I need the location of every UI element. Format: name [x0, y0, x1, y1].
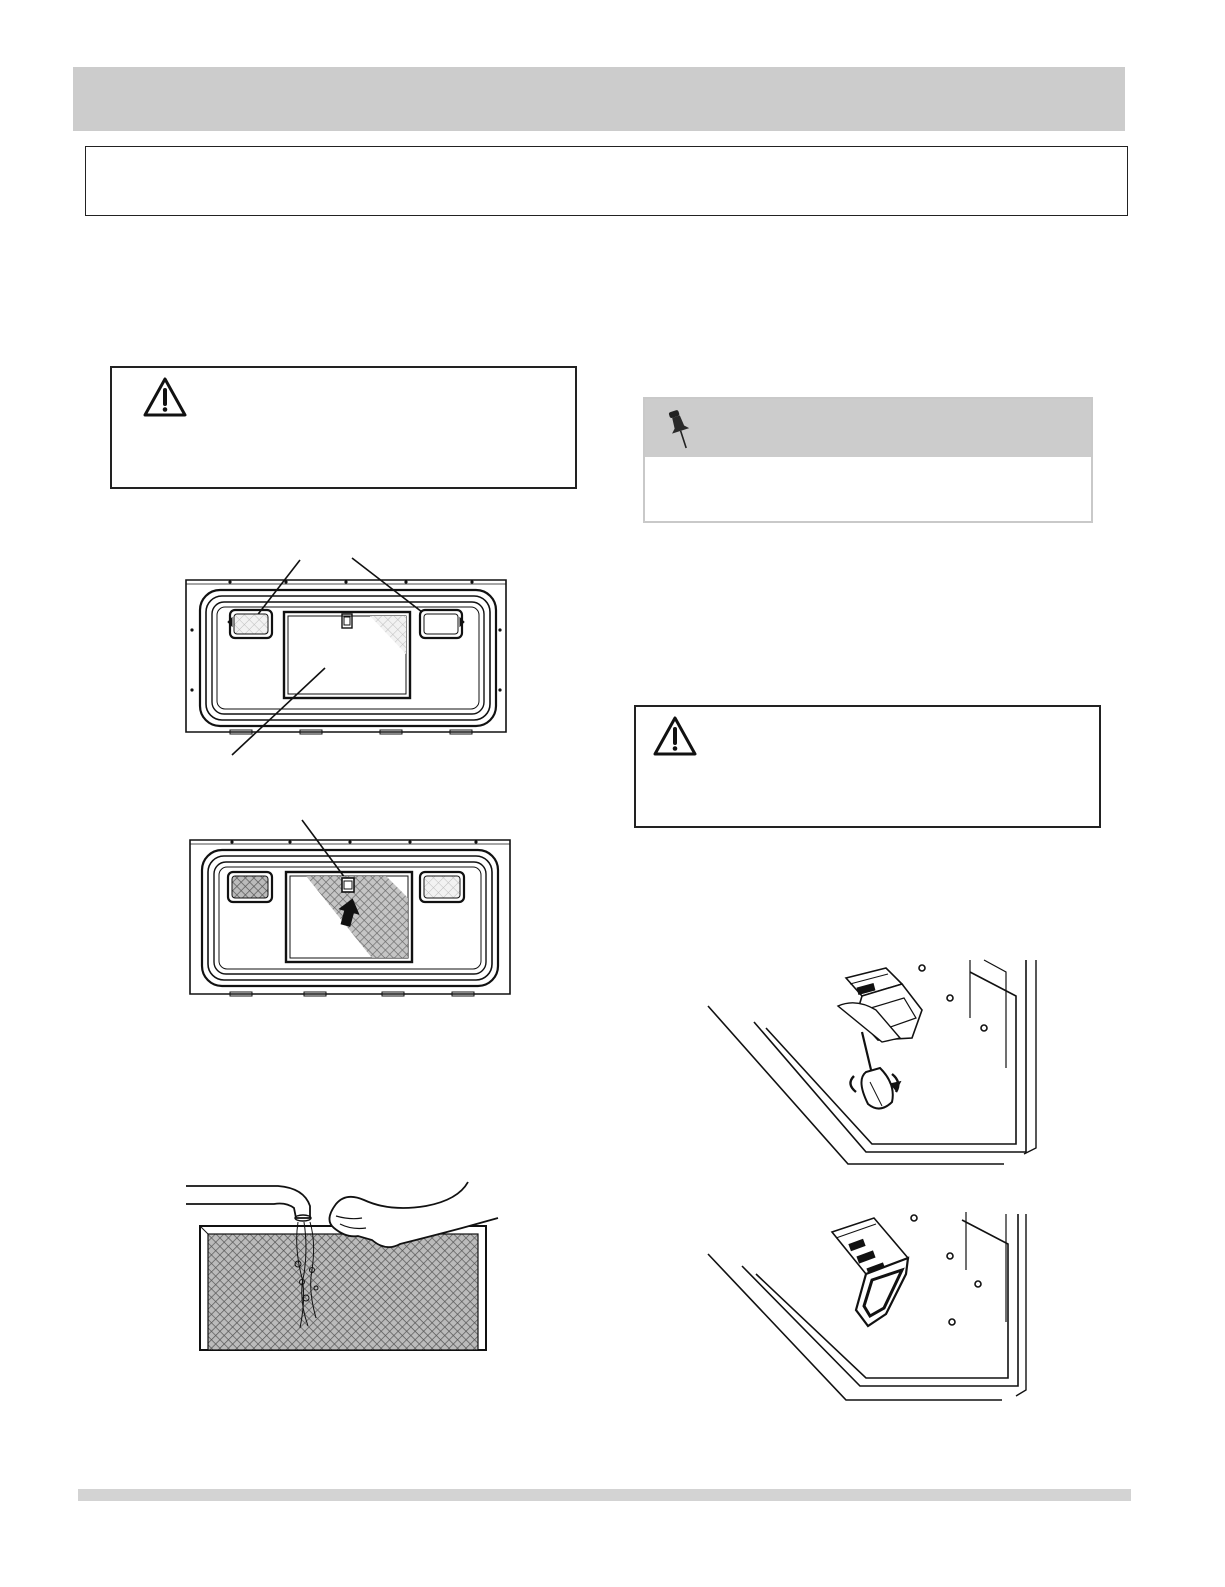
header-band	[73, 67, 1125, 131]
grease-filter-panel-figure	[180, 550, 520, 760]
warning-triangle-icon	[142, 376, 188, 418]
light-cover-open-figure	[706, 958, 1040, 1164]
note-box	[643, 397, 1093, 523]
warning-box-right	[634, 705, 1101, 828]
light-cover-removed-figure	[706, 1210, 1036, 1402]
filter-washing-figure	[186, 1178, 498, 1354]
warning-triangle-icon	[652, 715, 698, 757]
pushpin-icon	[667, 407, 693, 451]
footer-band	[78, 1489, 1131, 1501]
filter-removal-figure	[186, 818, 516, 998]
warning-box-left	[110, 366, 577, 489]
note-header	[645, 399, 1091, 457]
section-title-box	[85, 146, 1128, 216]
